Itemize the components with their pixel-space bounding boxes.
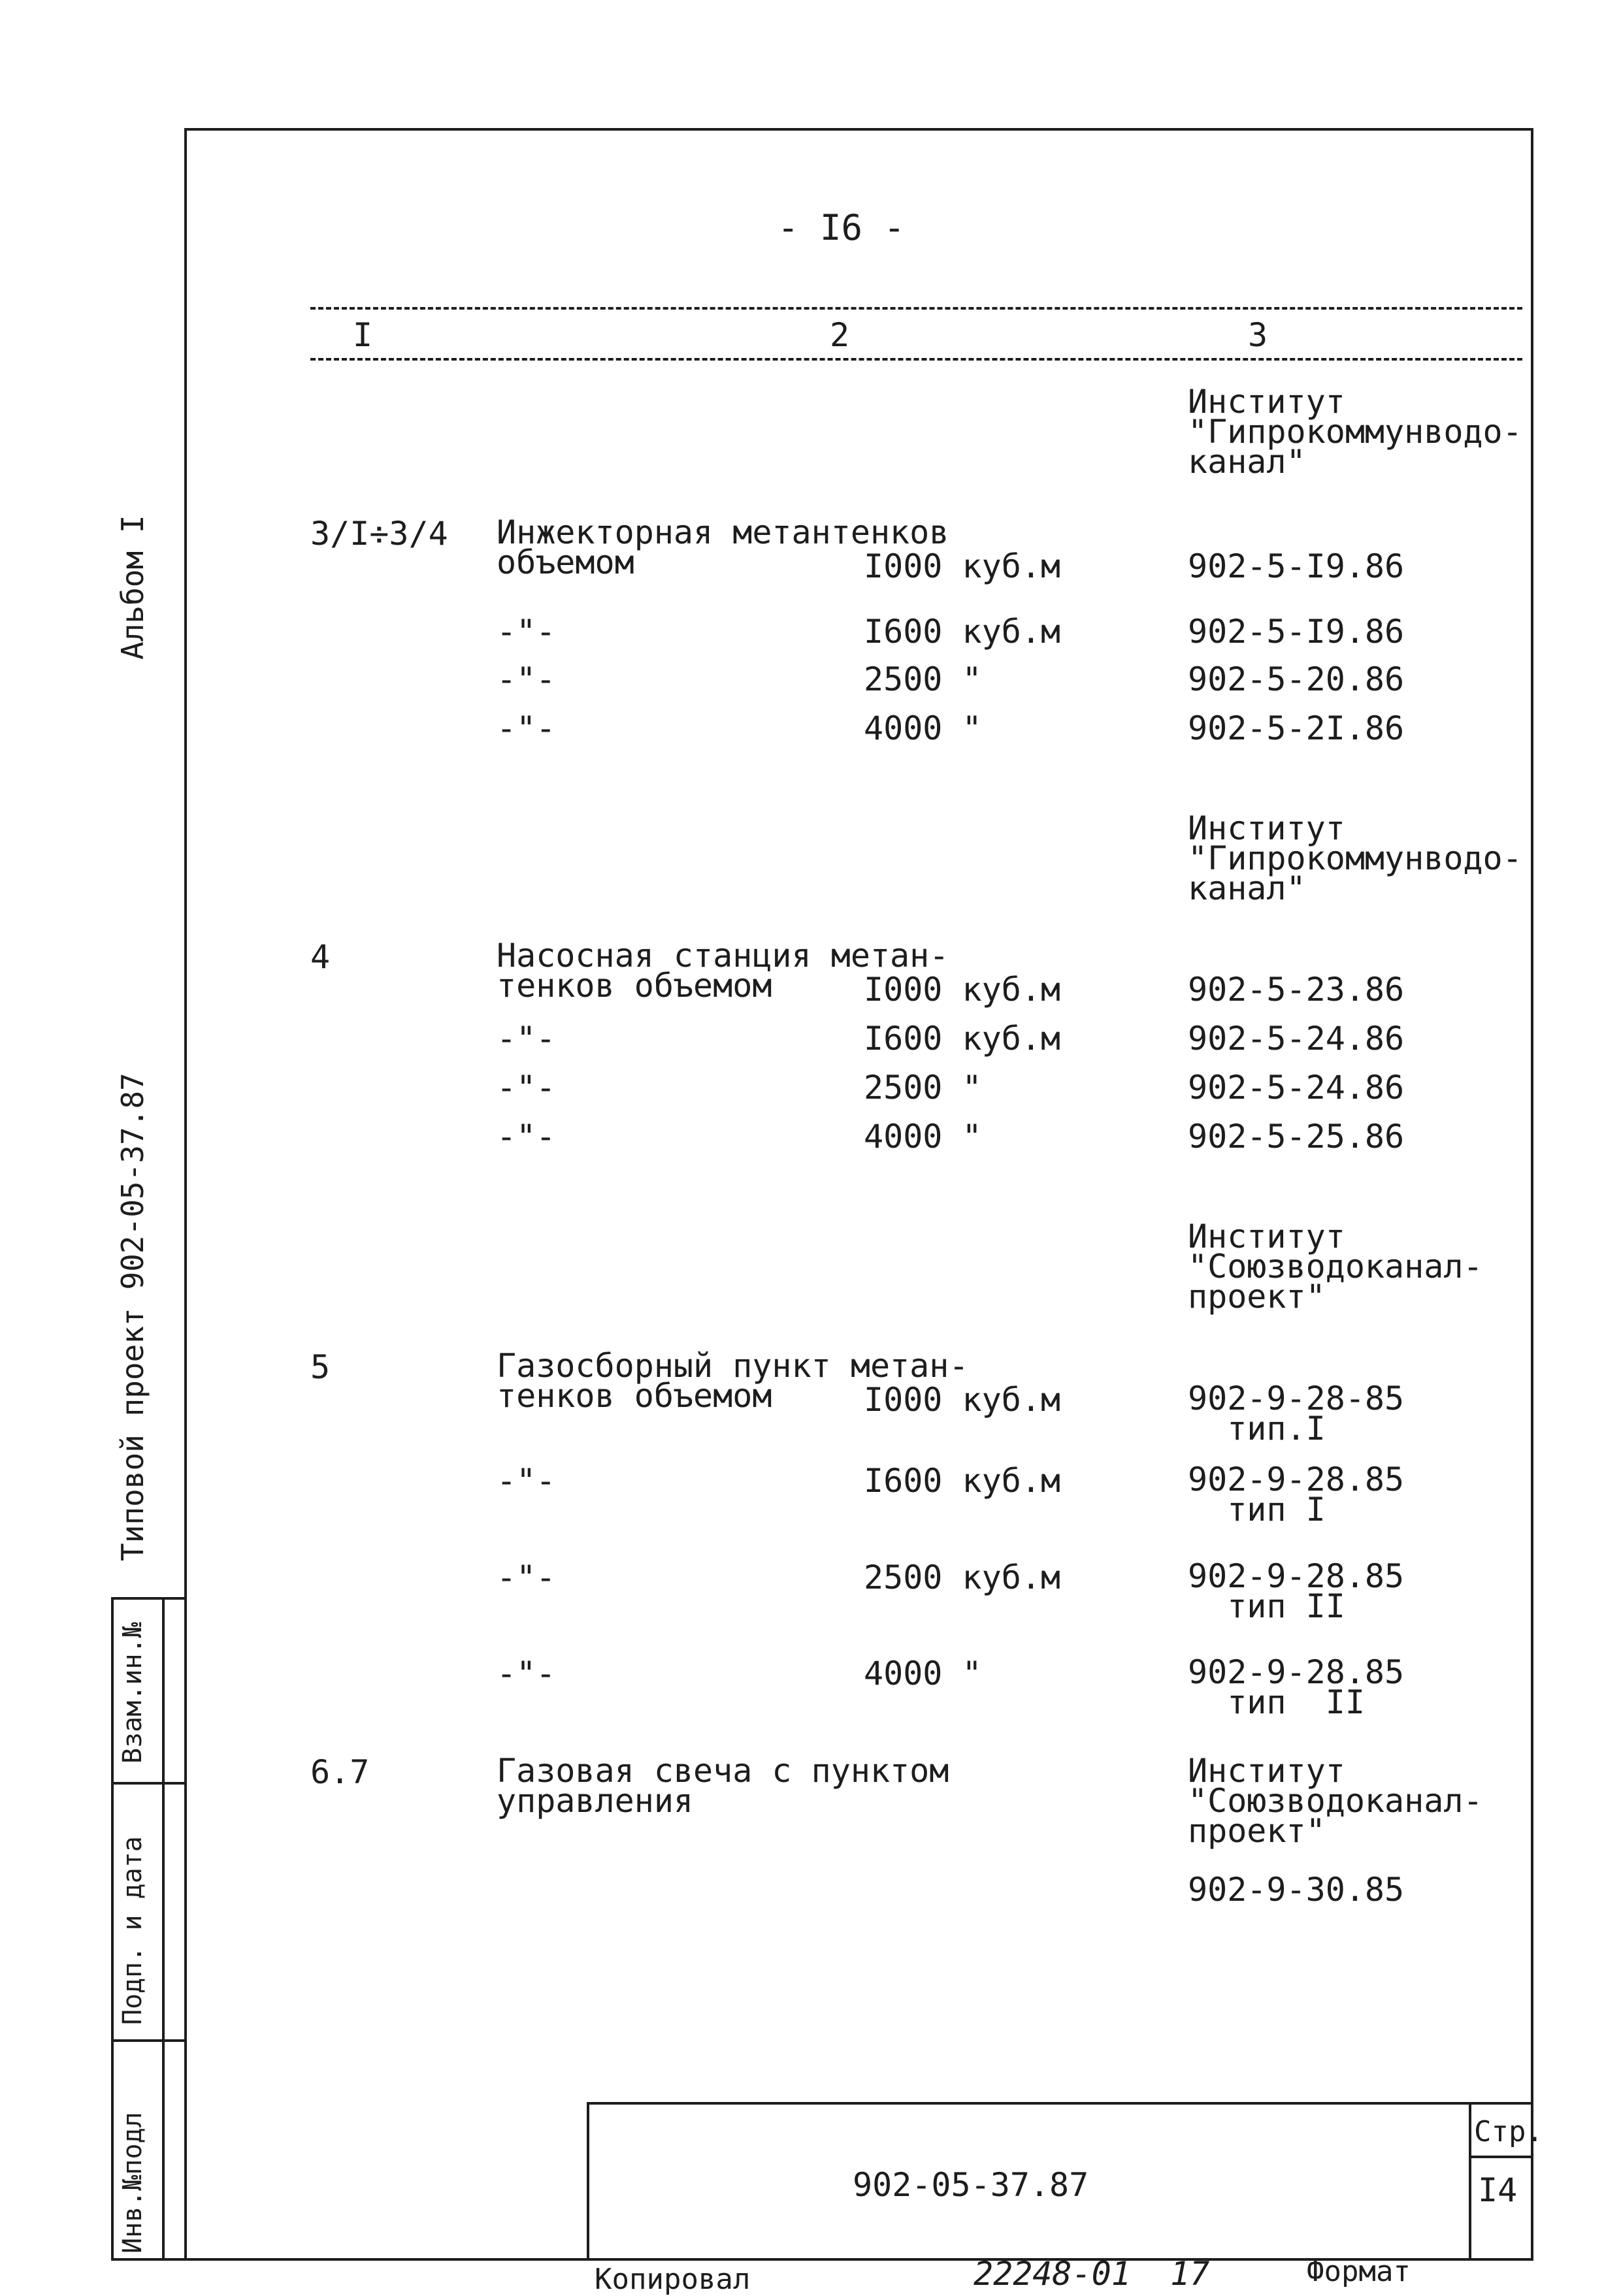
section-3-row-2-ditto: -"-: [497, 1462, 556, 1500]
section-3-row-4-code: 902-9-28.85 тип II: [1188, 1653, 1405, 1721]
section-2-row-2-volume: I600 куб.м: [864, 1020, 1061, 1058]
section-2-row-4-volume: 4000 ": [864, 1118, 982, 1156]
section-2-row-2-ditto: -"-: [497, 1020, 556, 1058]
podp-label: Подп. и дата: [118, 1836, 148, 2025]
section-1-row-4-volume: 4000 ": [864, 709, 982, 747]
footer-copied: Копировал: [595, 2263, 751, 2296]
section-1-row-1-code: 902-5-I9.86: [1188, 547, 1405, 585]
section-2-row-4-code: 902-5-25.86: [1188, 1118, 1405, 1156]
section-4-institute: Институт "Союзводоканал- проект": [1188, 1752, 1483, 1850]
project-label: Типовой проект 902-05-37.87: [115, 1073, 150, 1561]
margin-strip-line-2: [111, 2039, 187, 2042]
section-2-row-2-code: 902-5-24.86: [1188, 1020, 1405, 1058]
section-3-row-3-ditto: -"-: [497, 1559, 556, 1596]
column-header-2: 2: [830, 316, 850, 354]
section-1-row-2-code: 902-5-I9.86: [1188, 613, 1405, 651]
section-3-row-1-code: 902-9-28-85 тип.I: [1188, 1380, 1405, 1447]
section-1-number: 3/I÷3/4: [310, 515, 448, 553]
section-1-row-2-ditto: -"-: [497, 613, 556, 651]
margin-strip-bottom-line: [111, 2258, 187, 2261]
margin-strip-top-line: [111, 1597, 187, 1600]
header-rule-bottom: [310, 358, 1522, 361]
section-2-row-4-ditto: -"-: [497, 1118, 556, 1156]
section-1-row-2-volume: I600 куб.м: [864, 613, 1061, 651]
section-3-row-4-ditto: -"-: [497, 1655, 556, 1692]
section-1-row-4-ditto: -"-: [497, 709, 556, 747]
section-3-row-3-code: 902-9-28.85 тип II: [1188, 1557, 1405, 1625]
section-3-number: 5: [310, 1348, 331, 1386]
section-1-institute: Институт "Гипрокоммунводо- канал": [1188, 383, 1522, 481]
column-header-1: I: [353, 316, 373, 354]
section-2-row-3-volume: 2500 ": [864, 1069, 982, 1107]
footer-format: Формат: [1307, 2255, 1411, 2288]
section-2-row-1-volume: I000 куб.м: [864, 971, 1061, 1009]
column-header-3: 3: [1248, 316, 1268, 354]
title-block-separator: [1469, 2102, 1471, 2261]
album-label: Альбом I: [115, 515, 150, 660]
section-2-row-3-code: 902-5-24.86: [1188, 1069, 1405, 1107]
inv-label: Инв.№подл: [118, 2112, 148, 2254]
margin-strip-line-1: [111, 1782, 187, 1785]
section-2-row-1-code: 902-5-23.86: [1188, 971, 1405, 1009]
section-3-row-4-volume: 4000 ": [864, 1655, 982, 1692]
section-3-row-1-volume: I000 куб.м: [864, 1381, 1061, 1419]
section-1-row-3-code: 902-5-20.86: [1188, 660, 1405, 698]
section-3-institute: Институт "Союзводоканал- проект": [1188, 1218, 1483, 1316]
sheet-label: Стр.: [1474, 2115, 1543, 2148]
header-rule-top: [310, 307, 1522, 310]
title-block-sheet-divider: [1469, 2156, 1533, 2158]
margin-strip-outer-line: [111, 1597, 114, 2261]
section-2-institute: Институт "Гипрокоммунводо- канал": [1188, 809, 1522, 907]
vzam-label: Взам.ин.№: [118, 1622, 148, 1764]
page-number: - I6 -: [778, 207, 906, 248]
section-1-row-3-volume: 2500 ": [864, 660, 982, 698]
section-2-row-3-ditto: -"-: [497, 1069, 556, 1107]
section-4-name: Газовая свеча с пунктом управления: [497, 1752, 949, 1820]
sheet-number: I4: [1478, 2171, 1518, 2209]
section-4-code: 902-9-30.85: [1188, 1871, 1405, 1909]
section-3-row-2-code: 902-9-28.85 тип I: [1188, 1461, 1405, 1528]
footer-order: 22248-01 17: [974, 2255, 1210, 2293]
section-1-name: Инжекторная метантенков объемом: [497, 513, 949, 581]
section-3-name: Газосборный пункт метан- тенков объемом: [497, 1347, 969, 1415]
section-4-number: 6.7: [310, 1753, 370, 1791]
section-2-name: Насосная станция метан- тенков объемом: [497, 937, 949, 1005]
designation: 902-05-37.87: [853, 2166, 1089, 2204]
section-2-number: 4: [310, 938, 331, 976]
section-1-row-1-volume: I000 куб.м: [864, 547, 1061, 585]
section-1-row-3-ditto: -"-: [497, 660, 556, 698]
section-3-row-2-volume: I600 куб.м: [864, 1462, 1061, 1500]
margin-strip-inner-line: [162, 1597, 165, 2261]
section-1-row-4-code: 902-5-2I.86: [1188, 709, 1405, 747]
section-3-row-3-volume: 2500 куб.м: [864, 1559, 1061, 1596]
